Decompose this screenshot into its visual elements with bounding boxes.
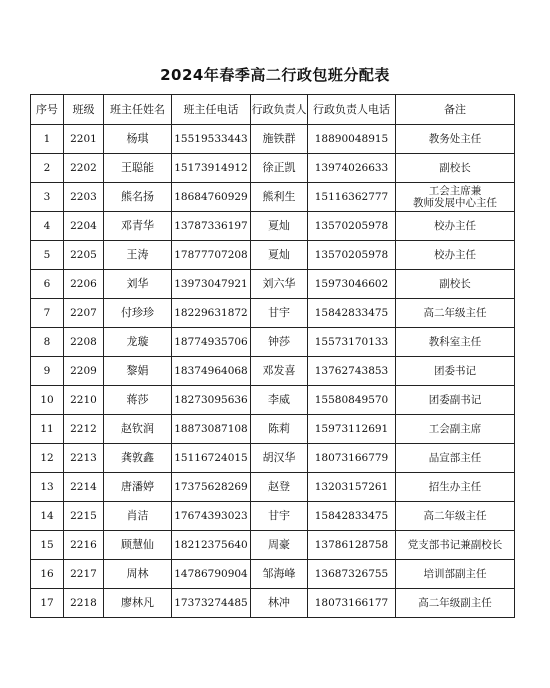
cell-admin-name: 夏灿	[251, 212, 308, 241]
cell-teacher-name: 邓青华	[104, 212, 172, 241]
cell-admin-phone: 18890048915	[308, 125, 396, 154]
cell-index: 5	[31, 241, 64, 270]
header-index: 序号	[31, 95, 64, 125]
cell-class: 2213	[64, 444, 104, 473]
cell-admin-name: 邹海峰	[251, 560, 308, 589]
cell-index: 9	[31, 357, 64, 386]
header-admin-name: 行政负责人	[251, 95, 308, 125]
cell-teacher-phone: 18684760929	[172, 183, 251, 212]
cell-admin-phone: 13570205978	[308, 241, 396, 270]
cell-note: 校办主任	[396, 241, 515, 270]
cell-teacher-name: 龙璇	[104, 328, 172, 357]
cell-teacher-name: 黎娟	[104, 357, 172, 386]
cell-note: 党支部书记兼副校长	[396, 531, 515, 560]
cell-index: 10	[31, 386, 64, 415]
cell-class: 2207	[64, 299, 104, 328]
allocation-table	[30, 94, 515, 618]
cell-note: 品宣部主任	[396, 444, 515, 473]
cell-teacher-name: 唐潘婷	[104, 473, 172, 502]
cell-teacher-name: 王涛	[104, 241, 172, 270]
cell-index: 4	[31, 212, 64, 241]
cell-note: 团委副书记	[396, 386, 515, 415]
cell-note: 培训部副主任	[396, 560, 515, 589]
cell-class: 2208	[64, 328, 104, 357]
cell-admin-name: 陈莉	[251, 415, 308, 444]
table-row	[31, 212, 515, 241]
cell-admin-name: 熊利生	[251, 183, 308, 212]
cell-index: 14	[31, 502, 64, 531]
cell-note: 校办主任	[396, 212, 515, 241]
cell-teacher-name: 刘华	[104, 270, 172, 299]
table-row	[31, 328, 515, 357]
cell-admin-phone: 18073166177	[308, 589, 396, 618]
cell-class: 2209	[64, 357, 104, 386]
cell-admin-phone: 18073166779	[308, 444, 396, 473]
table-row	[31, 560, 515, 589]
cell-note: 副校长	[396, 270, 515, 299]
cell-index: 7	[31, 299, 64, 328]
cell-note: 高二年级主任	[396, 299, 515, 328]
cell-admin-phone: 15580849570	[308, 386, 396, 415]
page-title: 2024年春季高二行政包班分配表	[160, 66, 390, 84]
cell-class: 2206	[64, 270, 104, 299]
cell-admin-phone: 13203157261	[308, 473, 396, 502]
header-note: 备注	[396, 95, 515, 125]
cell-teacher-name: 蒋莎	[104, 386, 172, 415]
cell-admin-name: 林冲	[251, 589, 308, 618]
cell-class: 2203	[64, 183, 104, 212]
cell-index: 3	[31, 183, 64, 212]
cell-teacher-phone: 18774935706	[172, 328, 251, 357]
cell-teacher-phone: 18273095636	[172, 386, 251, 415]
cell-index: 2	[31, 154, 64, 183]
cell-admin-name: 刘六华	[251, 270, 308, 299]
cell-teacher-phone: 18229631872	[172, 299, 251, 328]
cell-admin-phone: 15842833475	[308, 299, 396, 328]
cell-note: 副校长	[396, 154, 515, 183]
cell-admin-name: 甘宇	[251, 502, 308, 531]
cell-teacher-phone: 15173914912	[172, 154, 251, 183]
cell-admin-name: 周豪	[251, 531, 308, 560]
cell-teacher-phone: 14786790904	[172, 560, 251, 589]
table-row	[31, 415, 515, 444]
cell-index: 17	[31, 589, 64, 618]
cell-teacher-name: 周林	[104, 560, 172, 589]
cell-index: 1	[31, 125, 64, 154]
cell-class: 2215	[64, 502, 104, 531]
cell-index: 12	[31, 444, 64, 473]
cell-teacher-name: 杨琪	[104, 125, 172, 154]
cell-admin-phone: 15973046602	[308, 270, 396, 299]
cell-teacher-name: 熊名扬	[104, 183, 172, 212]
cell-note: 工会副主席	[396, 415, 515, 444]
cell-teacher-name: 王聪能	[104, 154, 172, 183]
cell-index: 8	[31, 328, 64, 357]
cell-teacher-name: 赵钦润	[104, 415, 172, 444]
cell-admin-name: 胡汉华	[251, 444, 308, 473]
cell-teacher-name: 顾慧仙	[104, 531, 172, 560]
table-row	[31, 444, 515, 473]
cell-class: 2214	[64, 473, 104, 502]
cell-class: 2217	[64, 560, 104, 589]
cell-teacher-phone: 13787336197	[172, 212, 251, 241]
cell-note: 高二年级副主任	[396, 589, 515, 618]
cell-class: 2212	[64, 415, 104, 444]
cell-index: 15	[31, 531, 64, 560]
cell-teacher-phone: 13973047921	[172, 270, 251, 299]
cell-teacher-phone: 17674393023	[172, 502, 251, 531]
cell-teacher-phone: 15519533443	[172, 125, 251, 154]
table-row	[31, 589, 515, 618]
cell-note: 教科室主任	[396, 328, 515, 357]
cell-admin-name: 甘宇	[251, 299, 308, 328]
cell-admin-phone: 13762743853	[308, 357, 396, 386]
table-row	[31, 270, 515, 299]
cell-teacher-name: 肖洁	[104, 502, 172, 531]
cell-class: 2205	[64, 241, 104, 270]
cell-teacher-phone: 18212375640	[172, 531, 251, 560]
table-row	[31, 299, 515, 328]
cell-index: 11	[31, 415, 64, 444]
cell-class: 2202	[64, 154, 104, 183]
table-row	[31, 357, 515, 386]
cell-index: 6	[31, 270, 64, 299]
header-class: 班级	[64, 95, 104, 125]
cell-class: 2201	[64, 125, 104, 154]
header-teacher-phone: 班主任电话	[172, 95, 251, 125]
cell-note: 教务处主任	[396, 125, 515, 154]
header-teacher-name: 班主任姓名	[104, 95, 172, 125]
cell-note: 工会主席兼 教师发展中心主任	[396, 183, 515, 212]
cell-teacher-phone: 17375628269	[172, 473, 251, 502]
table-row	[31, 183, 515, 212]
cell-admin-phone: 13570205978	[308, 212, 396, 241]
cell-class: 2210	[64, 386, 104, 415]
cell-admin-name: 施铁群	[251, 125, 308, 154]
table-body	[31, 125, 515, 618]
table-row	[31, 386, 515, 415]
cell-class: 2216	[64, 531, 104, 560]
cell-admin-phone: 13687326755	[308, 560, 396, 589]
cell-teacher-phone: 18374964068	[172, 357, 251, 386]
cell-admin-phone: 15116362777	[308, 183, 396, 212]
cell-index: 16	[31, 560, 64, 589]
cell-admin-phone: 13974026633	[308, 154, 396, 183]
cell-class: 2204	[64, 212, 104, 241]
cell-teacher-phone: 17373274485	[172, 589, 251, 618]
cell-teacher-phone: 15116724015	[172, 444, 251, 473]
cell-teacher-phone: 17877707208	[172, 241, 251, 270]
cell-admin-name: 钟莎	[251, 328, 308, 357]
cell-teacher-phone: 18873087108	[172, 415, 251, 444]
cell-admin-name: 赵登	[251, 473, 308, 502]
table-row	[31, 502, 515, 531]
cell-class: 2218	[64, 589, 104, 618]
table-row	[31, 154, 515, 183]
table-header-row	[31, 95, 515, 125]
cell-teacher-name: 廖林凡	[104, 589, 172, 618]
cell-admin-phone: 15973112691	[308, 415, 396, 444]
cell-note: 高二年级主任	[396, 502, 515, 531]
cell-admin-name: 邓发喜	[251, 357, 308, 386]
cell-note: 招生办主任	[396, 473, 515, 502]
table-row	[31, 531, 515, 560]
cell-teacher-name: 付珍珍	[104, 299, 172, 328]
cell-admin-name: 李威	[251, 386, 308, 415]
cell-index: 13	[31, 473, 64, 502]
table-row	[31, 473, 515, 502]
cell-admin-name: 夏灿	[251, 241, 308, 270]
header-admin-phone: 行政负责人电话	[308, 95, 396, 125]
table-row	[31, 125, 515, 154]
table-row	[31, 241, 515, 270]
cell-note: 团委书记	[396, 357, 515, 386]
cell-admin-phone: 13786128758	[308, 531, 396, 560]
cell-admin-phone: 15573170133	[308, 328, 396, 357]
cell-admin-name: 徐正凯	[251, 154, 308, 183]
cell-teacher-name: 龚敦鑫	[104, 444, 172, 473]
cell-admin-phone: 15842833475	[308, 502, 396, 531]
